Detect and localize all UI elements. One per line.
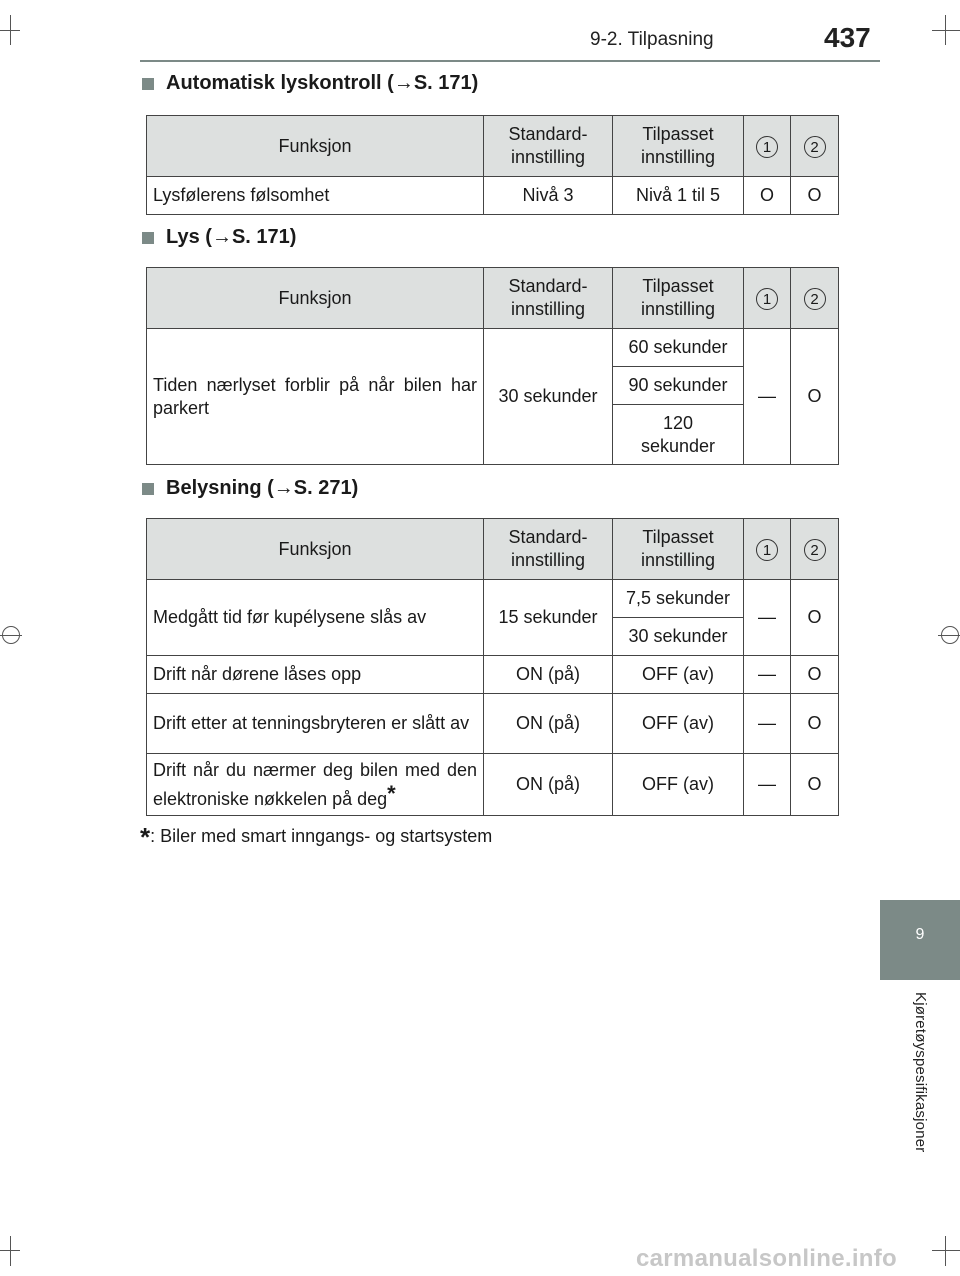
col-method-1 bbox=[744, 268, 791, 329]
table-header-row bbox=[147, 268, 839, 329]
table-illumination bbox=[146, 518, 839, 816]
table-auto-light bbox=[146, 115, 839, 215]
crop-mark bbox=[932, 30, 960, 31]
table-subrow: 30 sekunder bbox=[147, 618, 839, 656]
chapter-title: Kjøretøyspesifikasjoner bbox=[912, 992, 929, 1153]
col-function: Funksjon bbox=[147, 519, 484, 580]
square-bullet-icon bbox=[142, 78, 154, 90]
col-method-1 bbox=[744, 519, 791, 580]
section-heading-auto-light: Automatisk lyskontroll ( → S. 171) bbox=[140, 72, 478, 95]
arrow-icon: → bbox=[273, 477, 294, 499]
table-row: Drift etter at tenningsbryteren er slått av ON (på) OFF (av) — O bbox=[147, 694, 839, 754]
crop-mark bbox=[10, 15, 11, 45]
crop-mark bbox=[10, 1236, 11, 1266]
watermark: carmanualsonline.info bbox=[636, 1245, 898, 1272]
table-header-row bbox=[147, 116, 839, 177]
circled-2-icon: 2 bbox=[804, 136, 826, 158]
table-subrow: 90 sekunder bbox=[147, 367, 839, 405]
col-method-1 bbox=[744, 116, 791, 177]
col-method-2 bbox=[791, 519, 839, 580]
col-custom: Tilpasset innstilling bbox=[613, 268, 744, 329]
table-row: Drift når dørene låses opp ON (på) OFF (av) — O bbox=[147, 656, 839, 694]
footnote: *: Biler med smart inngangs- og startsystem bbox=[140, 822, 493, 852]
col-default: Standard- innstilling bbox=[484, 268, 613, 329]
section-header: 9-2. Tilpasning bbox=[590, 29, 714, 50]
circled-2-icon: 2 bbox=[804, 539, 826, 561]
col-custom: Tilpasset innstilling bbox=[613, 519, 744, 580]
section-heading-illumination: Belysning ( → S. 271) bbox=[140, 477, 358, 500]
arrow-icon: → bbox=[393, 72, 414, 94]
circled-1-icon: 1 bbox=[756, 288, 778, 310]
col-method-2 bbox=[791, 116, 839, 177]
square-bullet-icon bbox=[142, 483, 154, 495]
col-function: Funksjon bbox=[147, 116, 484, 177]
circled-1-icon: 1 bbox=[756, 136, 778, 158]
col-method-2 bbox=[791, 268, 839, 329]
crop-mark bbox=[2, 626, 20, 644]
table-lights bbox=[146, 267, 839, 465]
page-number: 437 bbox=[824, 22, 871, 53]
square-bullet-icon bbox=[142, 232, 154, 244]
footnote-marker: * bbox=[140, 822, 151, 852]
col-custom: Tilpasset innstilling bbox=[613, 116, 744, 177]
table-row: Tiden nærlyset forblir på når bilen har parkert 30 sekunder 60 sekunder — O bbox=[147, 329, 839, 367]
table-header-row bbox=[147, 519, 839, 580]
arrow-icon: → bbox=[211, 226, 232, 248]
chapter-number: 9 bbox=[915, 926, 925, 943]
col-default: Standard- innstilling bbox=[484, 116, 613, 177]
crop-mark bbox=[941, 626, 959, 644]
crop-mark bbox=[945, 15, 946, 45]
section-heading-lights: Lys ( → S. 171) bbox=[140, 226, 296, 249]
crop-mark bbox=[932, 1250, 960, 1251]
col-default: Standard- innstilling bbox=[484, 519, 613, 580]
table-row: Medgått tid før kupélysene slås av 15 sekunder 7,5 sekunder — O bbox=[147, 580, 839, 618]
circled-1-icon: 1 bbox=[756, 539, 778, 561]
chapter-tab bbox=[880, 900, 960, 980]
table-subrow: 120 sekunder bbox=[147, 405, 839, 465]
footnote-marker: * bbox=[387, 780, 396, 806]
crop-mark bbox=[945, 1236, 946, 1266]
table-row: Lysfølerens følsomhet Nivå 3 Nivå 1 til 5 O O bbox=[147, 177, 839, 215]
header-rule bbox=[140, 60, 880, 62]
circled-2-icon: 2 bbox=[804, 288, 826, 310]
table-row: Drift når du nærmer deg bilen med den elektroniske nøkkelen på deg* ON (på) OFF (av) — O bbox=[147, 754, 839, 816]
col-function: Funksjon bbox=[147, 268, 484, 329]
